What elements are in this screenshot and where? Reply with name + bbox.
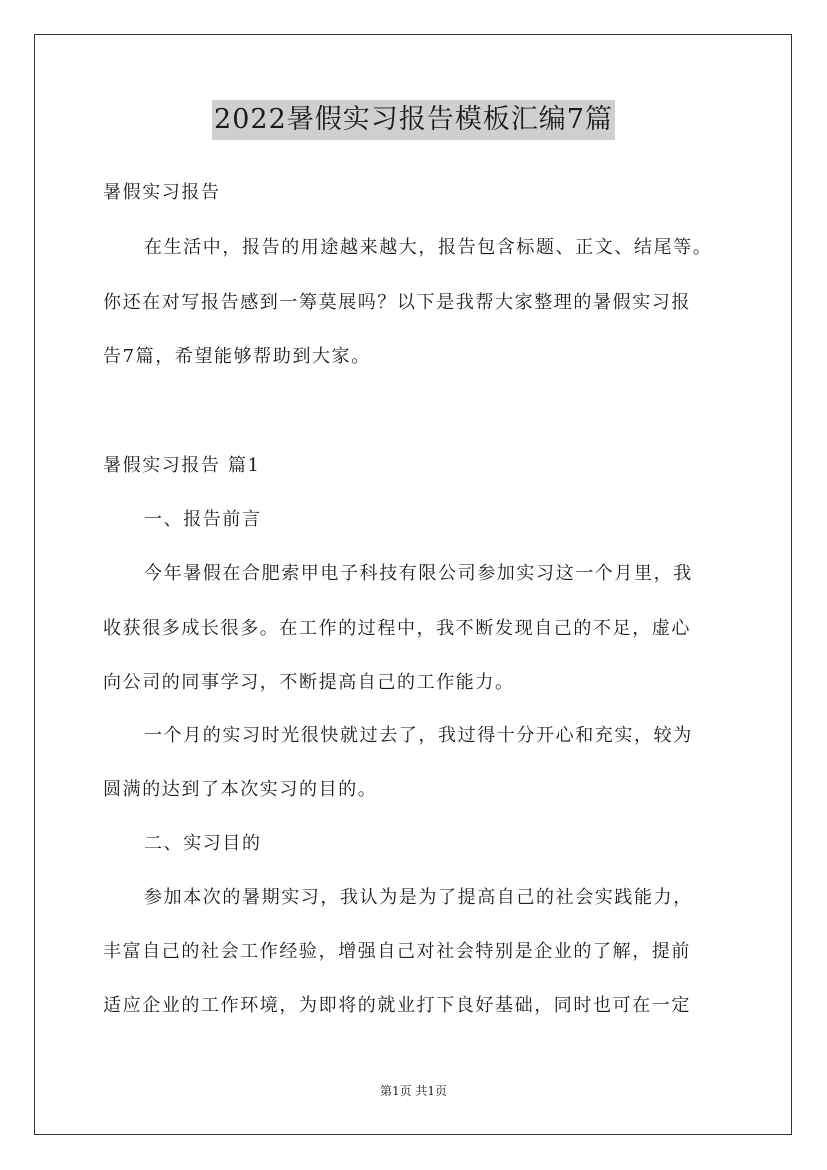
section-heading: 暑假实习报告 篇1: [103, 455, 261, 476]
intro-line-1: 在生活中，报告的用途越来越大，报告包含标题、正文、结尾等。: [144, 237, 713, 258]
part2-para1-line-2: 丰富自己的社会工作经验，增强自己对社会特别是企业的了解，提前: [103, 941, 691, 962]
part1-para1-line-2: 收获很多成长很多。在工作的过程中，我不断发现自己的不足，虚心: [103, 618, 691, 639]
document-heading: 暑假实习报告: [103, 182, 221, 203]
part1-para2-line-2: 圆满的达到了本次实习的目的。: [103, 779, 378, 800]
title-container: [0, 100, 827, 140]
part1-heading: 一、报告前言: [144, 509, 262, 530]
intro-line-3: 告7篇，希望能够帮助到大家。: [103, 346, 371, 367]
part2-para1-line-1: 参加本次的暑期实习，我认为是为了提高自己的社会实践能力，: [144, 887, 693, 908]
part1-para2-line-1: 一个月的实习时光很快就过去了，我过得十分开心和充实，较为: [144, 725, 693, 746]
page-footer: 第1页 共1页: [379, 1084, 448, 1098]
intro-line-2: 你还在对写报告感到一筹莫展吗？以下是我帮大家整理的暑假实习报: [103, 292, 691, 313]
part2-para1-line-3: 适应企业的工作环境，为即将的就业打下良好基础，同时也可在一定: [103, 995, 691, 1016]
part1-para1-line-1: 今年暑假在合肥索甲电子科技有限公司参加实习这一个月里，我: [144, 563, 693, 584]
part2-heading: 二、实习目的: [144, 833, 262, 854]
document-title: 2022暑假实习报告模板汇编7篇: [212, 100, 615, 140]
part1-para1-line-3: 向公司的同事学习，不断提高自己的工作能力。: [103, 672, 515, 693]
